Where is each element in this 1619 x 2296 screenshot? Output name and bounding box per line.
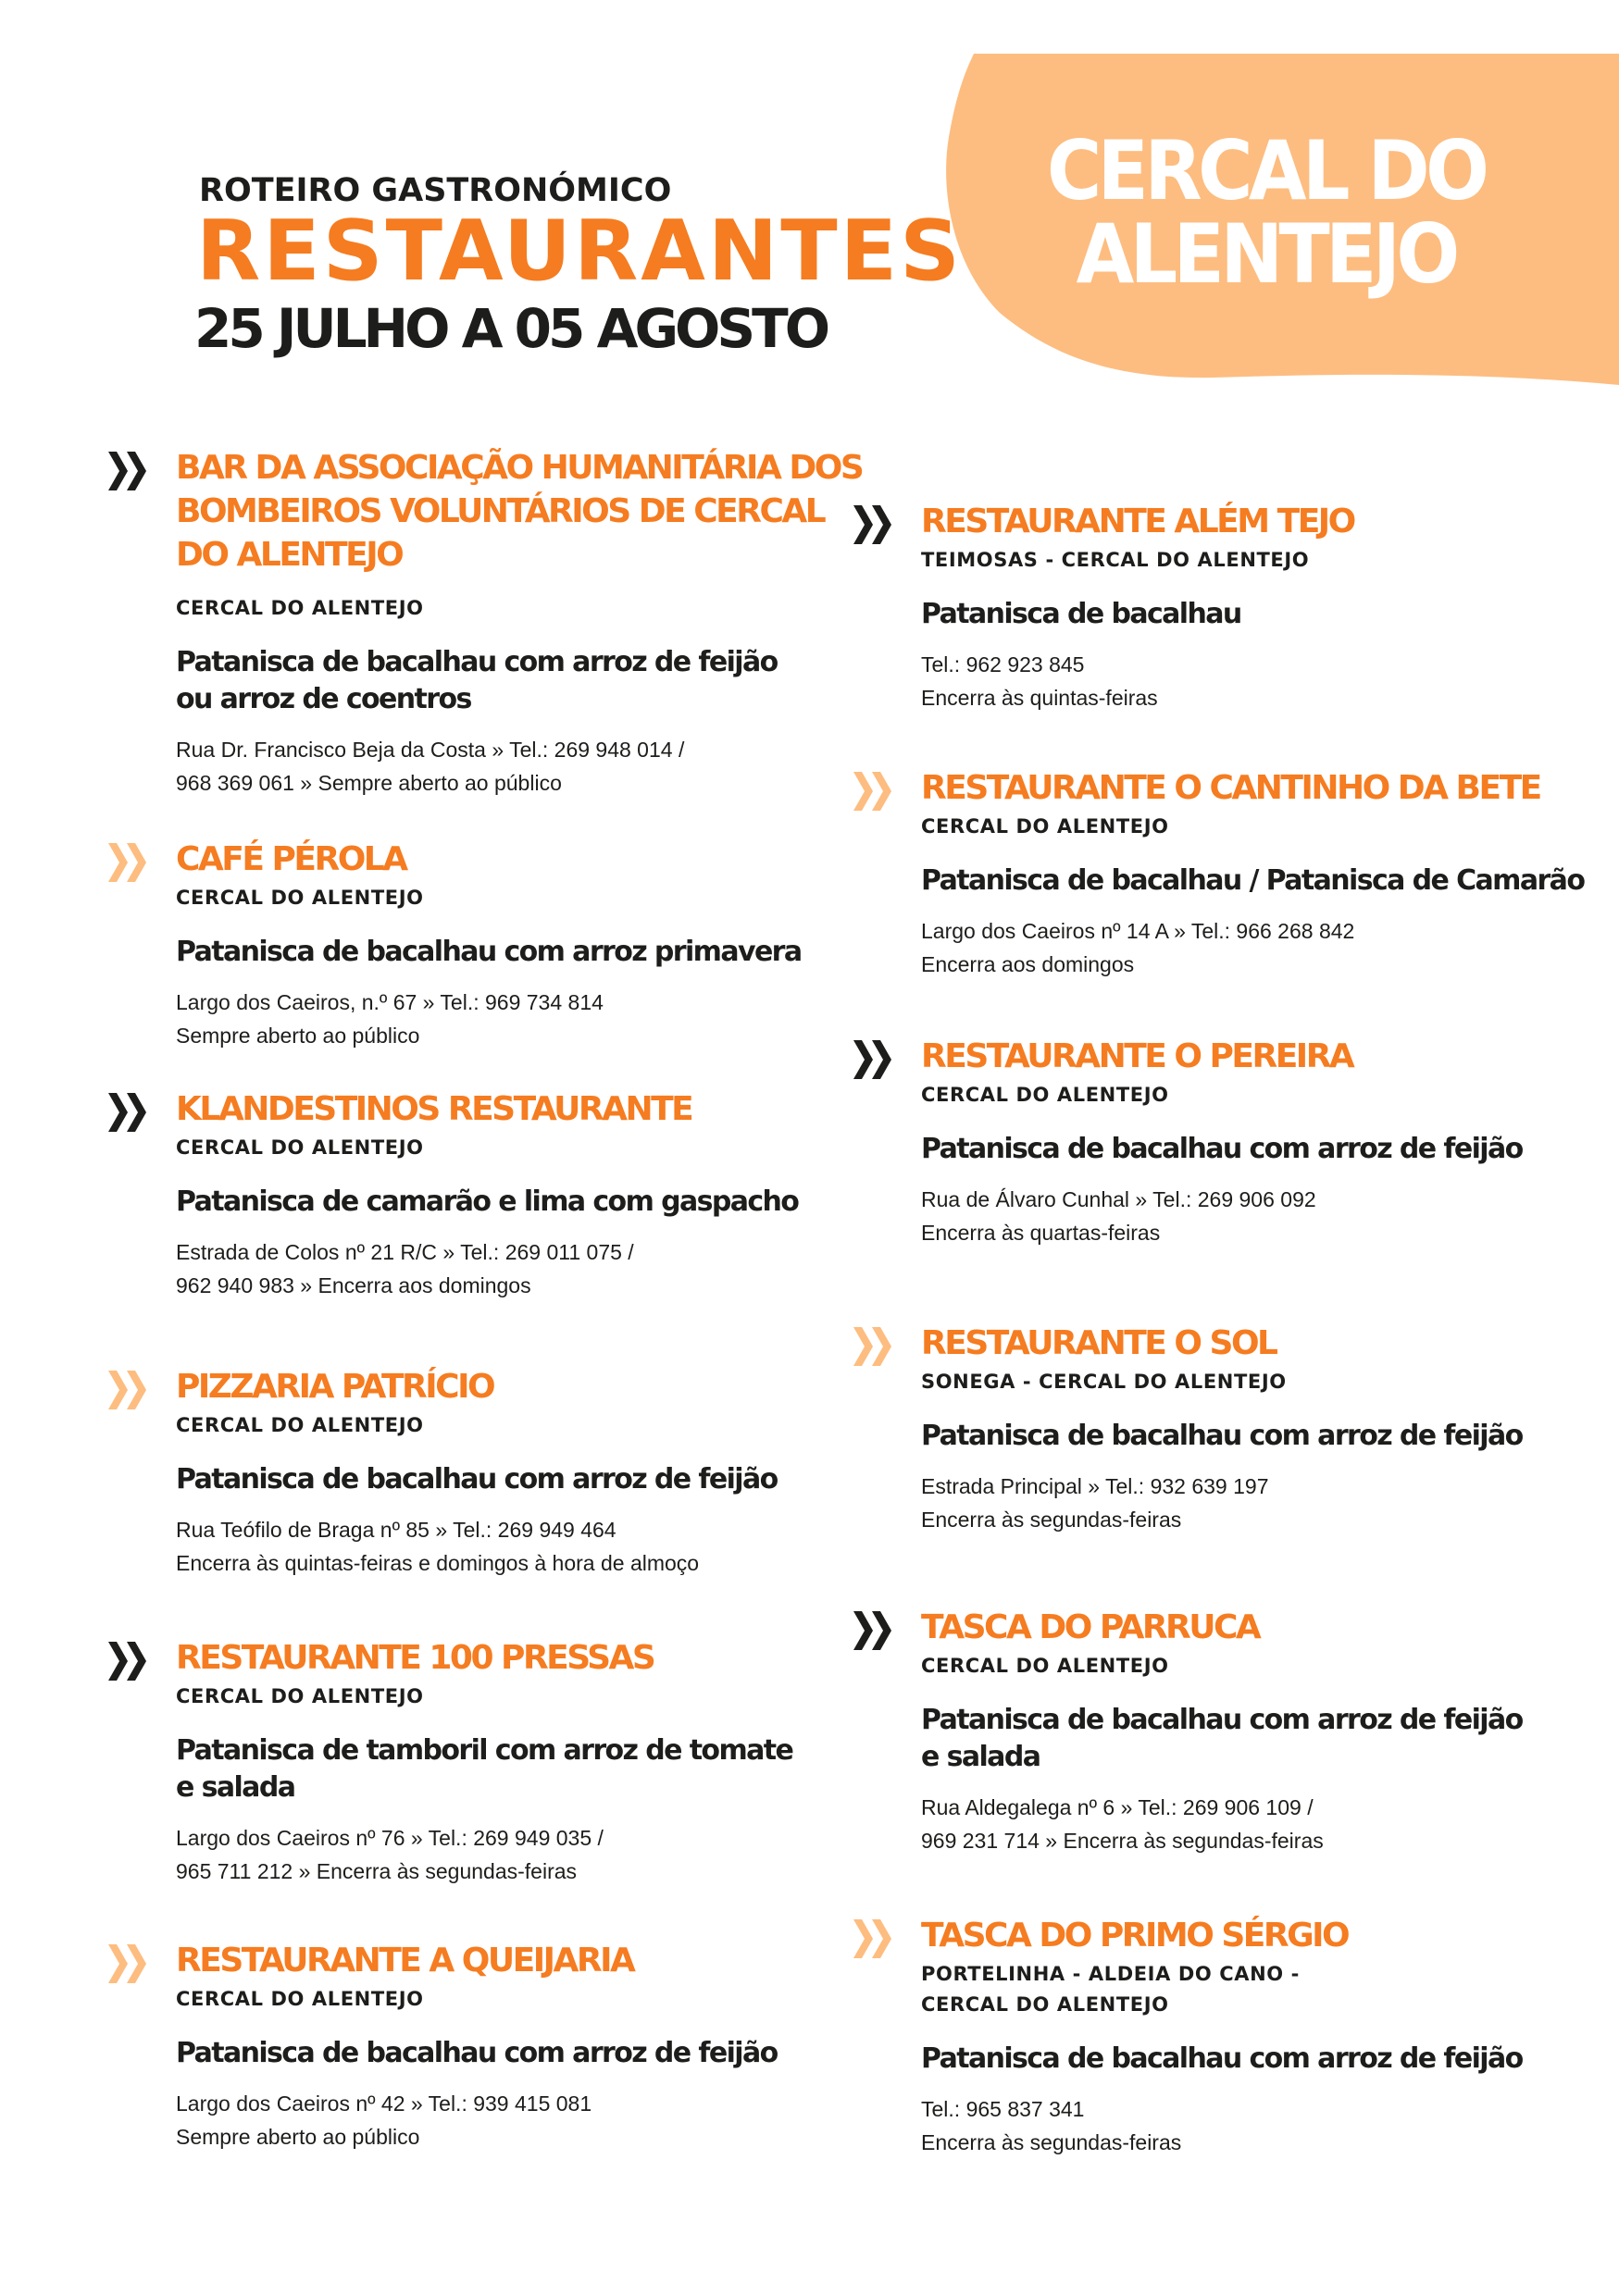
restaurant-name-line: BAR DA ASSOCIAÇÃO HUMANITÁRIA DOS bbox=[176, 449, 863, 487]
restaurant-info-line: Rua Teófilo de Braga nº 85 » Tel.: 269 949 464 bbox=[176, 1518, 616, 1542]
restaurant-name bbox=[921, 766, 1619, 810]
restaurant-contact-info bbox=[176, 1235, 916, 1302]
restaurant-contact-info bbox=[921, 914, 1619, 981]
double-chevron-icon bbox=[108, 843, 149, 882]
restaurant-location bbox=[176, 1984, 916, 2015]
restaurant-name-line: RESTAURANTE O PEREIRA bbox=[921, 1037, 1353, 1075]
restaurant-location-line: TEIMOSAS - CERCAL DO ALENTEJO bbox=[921, 549, 1310, 571]
double-chevron-icon bbox=[853, 1611, 894, 1650]
restaurant-entry bbox=[176, 446, 916, 800]
double-chevron-icon bbox=[108, 1642, 149, 1681]
restaurant-dish-line: Patanisca de bacalhau com arroz de feijão bbox=[921, 1133, 1523, 1165]
restaurant-location-line: CERCAL DO ALENTEJO bbox=[176, 1136, 424, 1159]
restaurant-name-line: TASCA DO PRIMO SÉRGIO bbox=[921, 1917, 1349, 1955]
restaurant-entry bbox=[921, 500, 1619, 714]
restaurant-dish bbox=[921, 596, 1619, 633]
restaurant-name bbox=[176, 1365, 916, 1409]
restaurant-name bbox=[921, 1914, 1619, 1957]
restaurant-dish-line: Patanisca de bacalhau com arroz de feijão bbox=[176, 1463, 778, 1496]
restaurant-info-line: Largo dos Caeiros, n.º 67 » Tel.: 969 734 814 bbox=[176, 990, 604, 1014]
restaurant-entry bbox=[921, 1914, 1619, 2159]
restaurant-info-line: 968 369 061 » Sempre aberto ao público bbox=[176, 771, 562, 795]
restaurant-location bbox=[921, 1367, 1619, 1397]
restaurant-contact-info bbox=[921, 1183, 1619, 1249]
restaurant-name bbox=[176, 1636, 916, 1680]
restaurant-name bbox=[176, 1087, 916, 1131]
restaurant-location-line: CERCAL DO ALENTEJO bbox=[176, 1988, 424, 2010]
restaurant-info-line: Largo dos Caeiros nº 42 » Tel.: 939 415 081 bbox=[176, 2091, 592, 2116]
restaurant-name bbox=[176, 838, 916, 881]
restaurant-entry bbox=[921, 766, 1619, 981]
restaurant-info-line: Encerra às quartas-feiras bbox=[921, 1221, 1161, 1245]
restaurant-dish bbox=[176, 644, 916, 718]
restaurant-entry bbox=[176, 1087, 916, 1302]
restaurant-contact-info bbox=[921, 1470, 1619, 1536]
restaurant-dish-line: Patanisca de bacalhau com arroz de feijão bbox=[921, 1420, 1523, 1452]
restaurant-dish bbox=[176, 934, 916, 971]
restaurant-info-line: Estrada de Colos nº 21 R/C » Tel.: 269 011 075 / bbox=[176, 1240, 634, 1264]
restaurant-entry bbox=[176, 1365, 916, 1580]
restaurant-name-line: PIZZARIA PATRÍCIO bbox=[176, 1368, 494, 1406]
restaurant-location-line: CERCAL DO ALENTEJO bbox=[921, 1655, 1169, 1677]
restaurant-info-line: Encerra aos domingos bbox=[921, 952, 1135, 976]
restaurant-location bbox=[176, 883, 916, 913]
restaurant-contact-info bbox=[176, 733, 916, 800]
restaurant-dish-line: Patanisca de camarão e lima com gaspacho bbox=[176, 1185, 799, 1218]
restaurant-info-line: Largo dos Caeiros nº 14 A » Tel.: 966 268 842 bbox=[921, 919, 1355, 943]
restaurant-location-line: CERCAL DO ALENTEJO bbox=[176, 1685, 424, 1707]
page-title: RESTAURANTES bbox=[196, 203, 963, 300]
double-chevron-icon bbox=[108, 1944, 149, 1983]
restaurant-dish-line: Patanisca de tamboril com arroz de tomate bbox=[176, 1734, 793, 1767]
restaurant-info-line: Tel.: 962 923 845 bbox=[921, 652, 1085, 676]
restaurant-dish-line: Patanisca de bacalhau com arroz de feijão bbox=[921, 1704, 1523, 1736]
restaurant-info-line: Encerra às segundas-feiras bbox=[921, 2130, 1182, 2154]
restaurant-contact-info bbox=[176, 986, 916, 1052]
restaurant-entry bbox=[176, 838, 916, 1052]
restaurant-entry bbox=[176, 1636, 916, 1888]
restaurant-info-line: 962 940 983 » Encerra aos domingos bbox=[176, 1273, 531, 1297]
restaurant-info-line: Encerra às quintas-feiras e domingos à hora de almoço bbox=[176, 1551, 700, 1575]
restaurant-name bbox=[176, 446, 916, 577]
restaurant-contact-info bbox=[176, 2087, 916, 2153]
restaurant-contact-info bbox=[176, 1513, 916, 1580]
restaurant-info-line: Encerra às segundas-feiras bbox=[921, 1508, 1182, 1532]
double-chevron-icon bbox=[853, 1919, 894, 1958]
restaurant-name-line: KLANDESTINOS RESTAURANTE bbox=[176, 1090, 692, 1128]
restaurant-name-line: CAFÉ PÉROLA bbox=[176, 840, 406, 878]
restaurant-info-line: Rua Aldegalega nº 6 » Tel.: 269 906 109 / bbox=[921, 1795, 1314, 1819]
restaurant-location-line: CERCAL DO ALENTEJO bbox=[176, 887, 424, 909]
restaurant-dish-line: Patanisca de bacalhau com arroz de feijão bbox=[921, 2042, 1523, 2075]
restaurant-dish bbox=[921, 2041, 1619, 2078]
restaurant-dish bbox=[176, 1732, 916, 1806]
restaurant-dish-line: Patanisca de bacalhau bbox=[921, 598, 1241, 630]
double-chevron-icon bbox=[853, 1327, 894, 1366]
restaurant-contact-info bbox=[921, 1791, 1619, 1857]
restaurant-name bbox=[921, 1322, 1619, 1365]
restaurant-location-line: PORTELINHA - ALDEIA DO CANO - bbox=[921, 1963, 1300, 1985]
restaurant-location-line: CERCAL DO ALENTEJO bbox=[921, 1084, 1169, 1106]
restaurant-location bbox=[921, 1651, 1619, 1682]
page-subtitle: ROTEIRO GASTRONÓMICO bbox=[199, 172, 672, 209]
restaurant-location-line: SONEGA - CERCAL DO ALENTEJO bbox=[921, 1371, 1287, 1393]
restaurant-location bbox=[921, 545, 1619, 576]
restaurant-dish-line: e salada bbox=[921, 1741, 1040, 1773]
restaurant-location bbox=[921, 1080, 1619, 1111]
restaurant-name-line: DO ALENTEJO bbox=[176, 536, 403, 574]
double-chevron-icon bbox=[853, 1040, 894, 1079]
restaurant-info-line: 969 231 714 » Encerra às segundas-feiras bbox=[921, 1829, 1324, 1853]
restaurant-info-line: Tel.: 965 837 341 bbox=[921, 2097, 1085, 2121]
restaurant-info-line: Rua de Álvaro Cunhal » Tel.: 269 906 092 bbox=[921, 1187, 1316, 1211]
restaurant-name bbox=[921, 1035, 1619, 1078]
restaurant-entry bbox=[921, 1322, 1619, 1536]
restaurant-name bbox=[921, 500, 1619, 543]
restaurant-name-line: RESTAURANTE ALÉM TEJO bbox=[921, 503, 1354, 540]
restaurant-dish-line: Patanisca de bacalhau com arroz de feijão bbox=[176, 2037, 778, 2069]
restaurant-info-line: 965 711 212 » Encerra às segundas-feiras bbox=[176, 1859, 578, 1883]
restaurant-dish bbox=[921, 1702, 1619, 1776]
restaurant-entry bbox=[921, 1035, 1619, 1249]
restaurant-name-line: RESTAURANTE 100 PRESSAS bbox=[176, 1639, 654, 1677]
restaurant-dish bbox=[176, 1184, 916, 1221]
location-badge-line2: ALENTEJO bbox=[1076, 206, 1456, 302]
restaurant-location-line: CERCAL DO ALENTEJO bbox=[176, 597, 424, 619]
location-badge-title bbox=[1027, 123, 1504, 302]
restaurant-name-line: RESTAURANTE A QUEIJARIA bbox=[176, 1942, 634, 1980]
double-chevron-icon bbox=[853, 772, 894, 811]
restaurant-name-line: RESTAURANTE O SOL bbox=[921, 1324, 1277, 1362]
restaurant-location bbox=[176, 1682, 916, 1712]
restaurant-info-line: Encerra às quintas-feiras bbox=[921, 686, 1158, 710]
restaurant-dish-line: Patanisca de bacalhau com arroz primavera bbox=[176, 936, 802, 968]
double-chevron-icon bbox=[108, 452, 149, 490]
restaurant-info-line: Rua Dr. Francisco Beja da Costa » Tel.: 269 948 014 / bbox=[176, 738, 685, 762]
restaurant-name-line: TASCA DO PARRUCA bbox=[921, 1608, 1260, 1646]
restaurant-location bbox=[176, 1133, 916, 1163]
restaurant-location bbox=[176, 593, 916, 624]
restaurant-location-line: CERCAL DO ALENTEJO bbox=[921, 815, 1169, 838]
restaurant-info-line: Estrada Principal » Tel.: 932 639 197 bbox=[921, 1474, 1269, 1498]
restaurant-dish bbox=[176, 2035, 916, 2072]
restaurant-contact-info bbox=[176, 1821, 916, 1888]
restaurant-location bbox=[176, 1410, 916, 1441]
restaurant-info-line: Sempre aberto ao público bbox=[176, 1024, 420, 1048]
restaurant-name bbox=[176, 1939, 916, 1982]
restaurant-dish bbox=[921, 1131, 1619, 1168]
restaurant-dish-line: e salada bbox=[176, 1771, 295, 1804]
restaurant-info-line: Sempre aberto ao público bbox=[176, 2125, 420, 2149]
restaurant-dish-line: Patanisca de bacalhau / Patanisca de Camarão bbox=[921, 864, 1585, 897]
restaurant-location bbox=[921, 1959, 1619, 2020]
restaurant-info-line: Largo dos Caeiros nº 76 » Tel.: 269 949 035 / bbox=[176, 1826, 604, 1850]
restaurant-dish-line: ou arroz de coentros bbox=[176, 683, 471, 715]
double-chevron-icon bbox=[108, 1371, 149, 1409]
event-dates: 25 JULHO A 05 AGOSTO bbox=[194, 297, 828, 360]
restaurant-location-line: CERCAL DO ALENTEJO bbox=[921, 1993, 1169, 2016]
restaurant-dish bbox=[176, 1461, 916, 1498]
restaurant-name bbox=[921, 1606, 1619, 1649]
restaurant-contact-info bbox=[921, 648, 1619, 714]
restaurant-location bbox=[921, 812, 1619, 842]
restaurant-name-line: RESTAURANTE O CANTINHO DA BETE bbox=[921, 769, 1540, 807]
restaurant-contact-info bbox=[921, 2092, 1619, 2159]
restaurant-entry bbox=[921, 1606, 1619, 1857]
restaurant-entry bbox=[176, 1939, 916, 2153]
location-badge-line1: CERCAL DO bbox=[1046, 123, 1486, 218]
restaurant-dish-line: Patanisca de bacalhau com arroz de feijão bbox=[176, 646, 778, 678]
double-chevron-icon bbox=[108, 1093, 149, 1132]
double-chevron-icon bbox=[853, 505, 894, 544]
restaurant-name-line: BOMBEIROS VOLUNTÁRIOS DE CERCAL bbox=[176, 492, 825, 530]
restaurant-location-line: CERCAL DO ALENTEJO bbox=[176, 1414, 424, 1436]
restaurant-dish bbox=[921, 863, 1619, 900]
restaurant-dish bbox=[921, 1418, 1619, 1455]
